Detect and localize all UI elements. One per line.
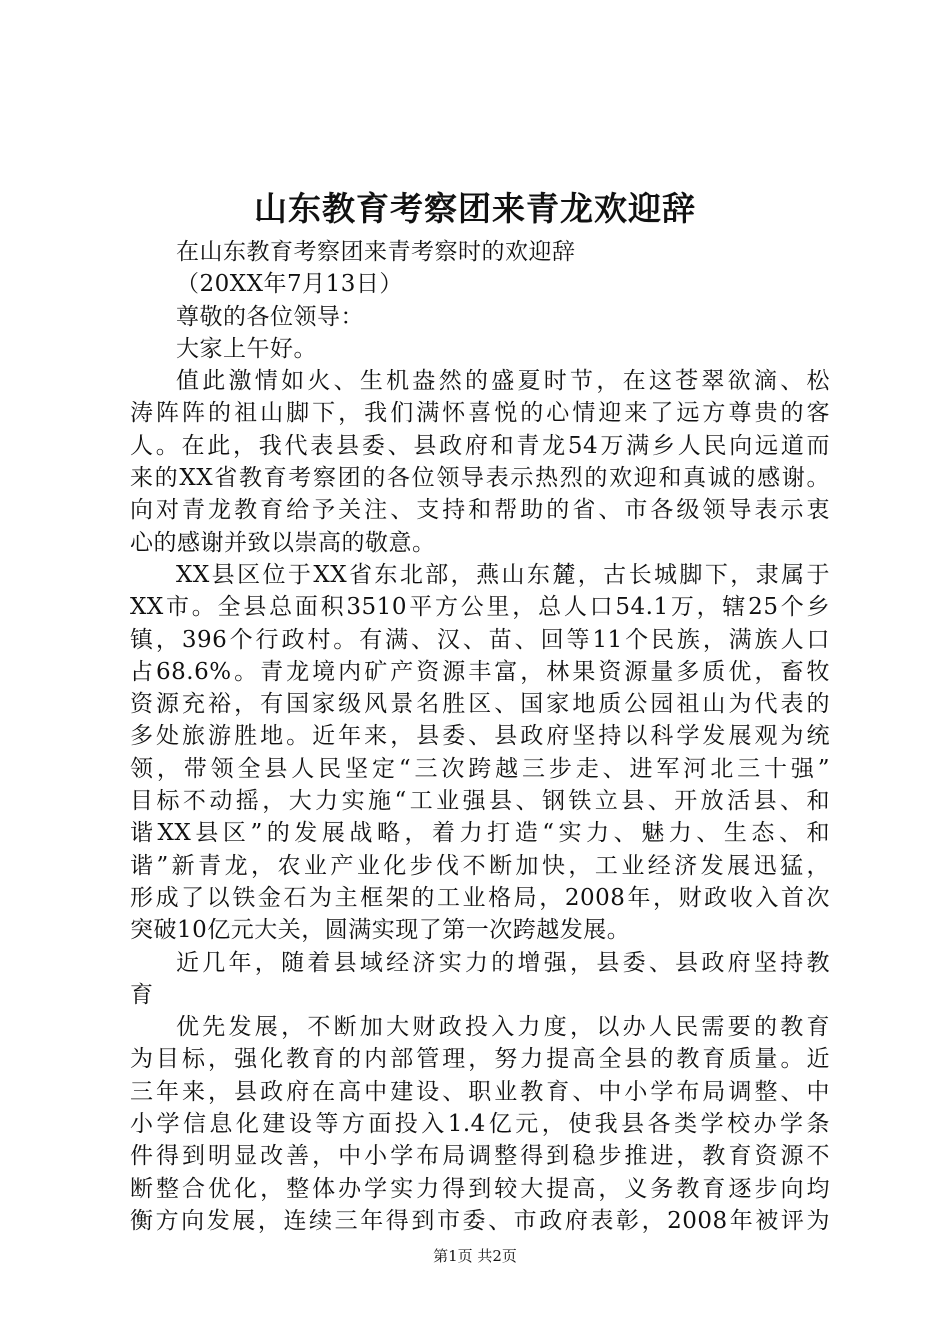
text-line: 谐XX县区”的发展战略，着力打造“实力、魅力、生态、和 [130,820,830,847]
text-line: 目标不动摇，大力实施“工业强县、钢铁立县、开放活县、和 [130,788,830,815]
text-line: 大家上午好。 [176,335,317,362]
text-line: 优先发展，不断加大财政投入力度，以办人民需要的教育 [176,1014,830,1041]
text-line: 三年来，县政府在高中建设、职业教育、中小学布局调整、中 [130,1078,830,1105]
text-line: 件得到明显改善，中小学布局调整得到稳步推进，教育资源不 [130,1143,830,1170]
text-line: 多处旅游胜地。近年来，县委、县政府坚持以科学发展观为统 [130,723,830,750]
text-line: XX县区位于XX省东北部，燕山东麓，古长城脚下，隶属于 [176,561,830,588]
text-line: 涛阵阵的祖山脚下，我们满怀喜悦的心情迎来了远方尊贵的客 [130,400,830,427]
text-line: 人。在此，我代表县委、县政府和青龙54万满乡人民向远道而 [130,432,830,459]
text-line: 向对青龙教育给予关注、支持和帮助的省、市各级领导表示衷 [130,497,830,524]
text-line: 谐”新青龙，农业产业化步伐不断加快，工业经济发展迅猛， [130,852,830,879]
text-line: 领，带领全县人民坚定“三次跨越三步走、进军河北三十强” [130,755,830,782]
text-line: 资源充裕，有国家级风景名胜区、国家地质公园祖山为代表的 [130,691,830,718]
text-line: 突破10亿元大关，圆满实现了第一次跨越发展。 [130,917,631,944]
text-line: 来的XX省教育考察团的各位领导表示热烈的欢迎和真诚的感谢。 [130,465,830,492]
text-line: 尊敬的各位领导： [176,303,364,330]
text-line: 心的感谢并致以崇高的敬意。 [130,529,436,556]
text-line: 形成了以铁金石为主框架的工业格局，2008年，财政收入首次 [130,884,830,911]
page-footer: 第1页 共2页 [433,1247,517,1265]
text-line: 断整合优化，整体办学实力得到较大提高，义务教育逐步向均 [130,1175,830,1202]
text-line: XX市。全县总面积3510平方公里，总人口54.1万，辖25个乡 [130,594,830,621]
text-line: 在山东教育考察团来青考察时的欢迎辞 [176,239,576,265]
text-line: 占68.6%。青龙境内矿产资源丰富，林果资源量多质优，畜牧 [130,658,830,685]
text-line: 小学信息化建设等方面投入1.4亿元，使我县各类学校办学条 [130,1111,830,1138]
document-title: 山东教育考察团来青龙欢迎辞 [254,189,696,228]
text-line: 衡方向发展，连续三年得到市委、市政府表彰，2008年被评为 [130,1207,830,1234]
document-body [130,236,830,1237]
text-line: 为目标，强化教育的内部管理，努力提高全县的教育质量。近 [130,1046,830,1073]
text-line: （20XX年7月13日） [176,271,403,298]
text-line: 育 [130,981,154,1008]
text-line: 值此激情如火、生机盎然的盛夏时节，在这苍翠欲滴、松 [176,368,830,395]
text-line: 镇，396个行政村。有满、汉、苗、回等11个民族，满族人口 [130,626,830,653]
text-line: 近几年，随着县域经济实力的增强，县委、县政府坚持教 [176,949,830,976]
